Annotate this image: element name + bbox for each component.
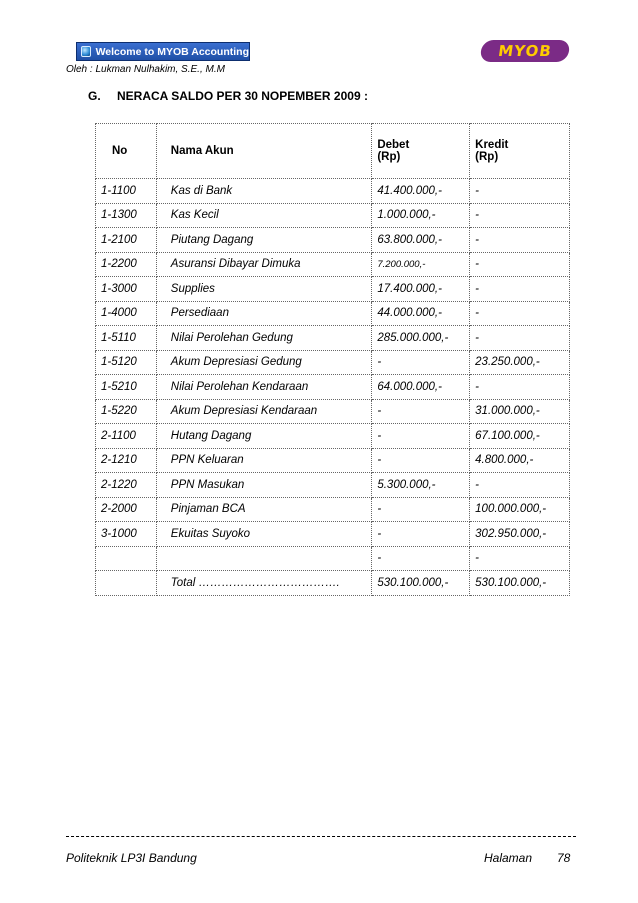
total-row	[96, 571, 570, 596]
account-name: Akum Depresiasi Gedung	[156, 350, 372, 375]
debet-value: 7.200.000,-	[372, 252, 470, 277]
debet-value: 44.000.000,-	[372, 301, 470, 326]
debet-value: -	[372, 424, 470, 449]
kredit-value: -	[470, 228, 570, 253]
account-number: 1-2200	[96, 252, 157, 277]
kredit-value: -	[470, 473, 570, 498]
table-row	[96, 350, 570, 375]
kredit-value: -	[470, 179, 570, 204]
table-row	[96, 228, 570, 253]
footer-divider	[66, 836, 576, 837]
author-line: Oleh : Lukman Nulhakim, S.E., M.M	[66, 64, 225, 75]
table-row	[96, 399, 570, 424]
debet-value: -	[372, 448, 470, 473]
myob-welcome-banner	[76, 42, 250, 61]
header-debet-unit: (Rp)	[377, 151, 401, 163]
kredit-value: 100.000.000,-	[470, 497, 570, 522]
account-number: 1-4000	[96, 301, 157, 326]
debet-value: 17.400.000,-	[372, 277, 470, 302]
debet-value: 64.000.000,-	[372, 375, 470, 400]
account-number: 1-2100	[96, 228, 157, 253]
total-debet: 530.100.000,-	[372, 571, 470, 596]
account-number: 1-1100	[96, 179, 157, 204]
table-row	[96, 522, 570, 547]
table-row	[96, 326, 570, 351]
account-number: 1-3000	[96, 277, 157, 302]
account-number	[96, 546, 157, 571]
header-account-name: Nama Akun	[156, 124, 372, 179]
account-name: Persediaan	[156, 301, 372, 326]
kredit-value: -	[470, 546, 570, 571]
account-name: Nilai Perolehan Kendaraan	[156, 375, 372, 400]
kredit-value: 23.250.000,-	[470, 350, 570, 375]
trial-balance-table	[95, 123, 570, 596]
footer-institution: Politeknik LP3I Bandung	[66, 851, 197, 865]
section-letter: G.	[88, 89, 101, 103]
account-name: Pinjaman BCA	[156, 497, 372, 522]
table-row	[96, 546, 570, 571]
account-number: 3-1000	[96, 522, 157, 547]
account-name: Supplies	[156, 277, 372, 302]
banner-text: Welcome to MYOB Accounting	[95, 45, 249, 58]
footer-page-label: Halaman	[484, 851, 533, 865]
table-row	[96, 252, 570, 277]
myob-app-icon	[81, 46, 91, 57]
table-row	[96, 448, 570, 473]
kredit-value: -	[470, 252, 570, 277]
table-row	[96, 497, 570, 522]
header-debet	[372, 124, 470, 179]
debet-value: 41.400.000,-	[372, 179, 470, 204]
debet-value: 1.000.000,-	[372, 203, 470, 228]
table-row	[96, 424, 570, 449]
kredit-value: 302.950.000,-	[470, 522, 570, 547]
debet-value: -	[372, 497, 470, 522]
kredit-value: -	[470, 203, 570, 228]
account-number: 2-1220	[96, 473, 157, 498]
debet-value: -	[372, 399, 470, 424]
total-empty-cell	[96, 571, 157, 596]
table-row	[96, 277, 570, 302]
account-name: Nilai Perolehan Gedung	[156, 326, 372, 351]
account-name	[156, 546, 372, 571]
total-kredit: 530.100.000,-	[470, 571, 570, 596]
account-name: Ekuitas Suyoko	[156, 522, 372, 547]
kredit-value: -	[470, 277, 570, 302]
myob-logo	[479, 40, 570, 62]
account-number: 1-5220	[96, 399, 157, 424]
debet-value: 63.800.000,-	[372, 228, 470, 253]
debet-value: -	[372, 350, 470, 375]
account-name: Hutang Dagang	[156, 424, 372, 449]
account-number: 1-5120	[96, 350, 157, 375]
account-name: Kas Kecil	[156, 203, 372, 228]
account-number: 2-1100	[96, 424, 157, 449]
account-number: 2-2000	[96, 497, 157, 522]
account-number: 1-5110	[96, 326, 157, 351]
debet-value: 5.300.000,-	[372, 473, 470, 498]
account-name: PPN Masukan	[156, 473, 372, 498]
kredit-value: 4.800.000,-	[470, 448, 570, 473]
account-name: Asuransi Dibayar Dimuka	[156, 252, 372, 277]
debet-value: -	[372, 546, 470, 571]
header-no: No	[96, 124, 157, 179]
logo-text: MYOB	[497, 42, 553, 60]
footer-page-number: 78	[557, 851, 571, 865]
kredit-value: 31.000.000,-	[470, 399, 570, 424]
account-name: Akum Depresiasi Kendaraan	[156, 399, 372, 424]
kredit-value: -	[470, 326, 570, 351]
header-kredit-unit: (Rp)	[475, 151, 499, 163]
account-name: Kas di Bank	[156, 179, 372, 204]
kredit-value: 67.100.000,-	[470, 424, 570, 449]
debet-value: -	[372, 522, 470, 547]
table-row	[96, 301, 570, 326]
account-number: 2-1210	[96, 448, 157, 473]
table-row	[96, 375, 570, 400]
header-kredit-label: Kredit	[475, 139, 509, 151]
section-title: NERACA SALDO PER 30 NOPEMBER 2009 :	[117, 89, 368, 103]
kredit-value: -	[470, 301, 570, 326]
table-row	[96, 473, 570, 498]
header-debet-label: Debet	[377, 139, 410, 151]
total-label: Total ……………………………….	[156, 571, 372, 596]
account-name: PPN Keluaran	[156, 448, 372, 473]
debet-value: 285.000.000,-	[372, 326, 470, 351]
account-number: 1-5210	[96, 375, 157, 400]
kredit-value: -	[470, 375, 570, 400]
table-header-row	[96, 124, 570, 179]
account-name: Piutang Dagang	[156, 228, 372, 253]
account-number: 1-1300	[96, 203, 157, 228]
table-row	[96, 203, 570, 228]
header-kredit	[470, 124, 570, 179]
table-row	[96, 179, 570, 204]
